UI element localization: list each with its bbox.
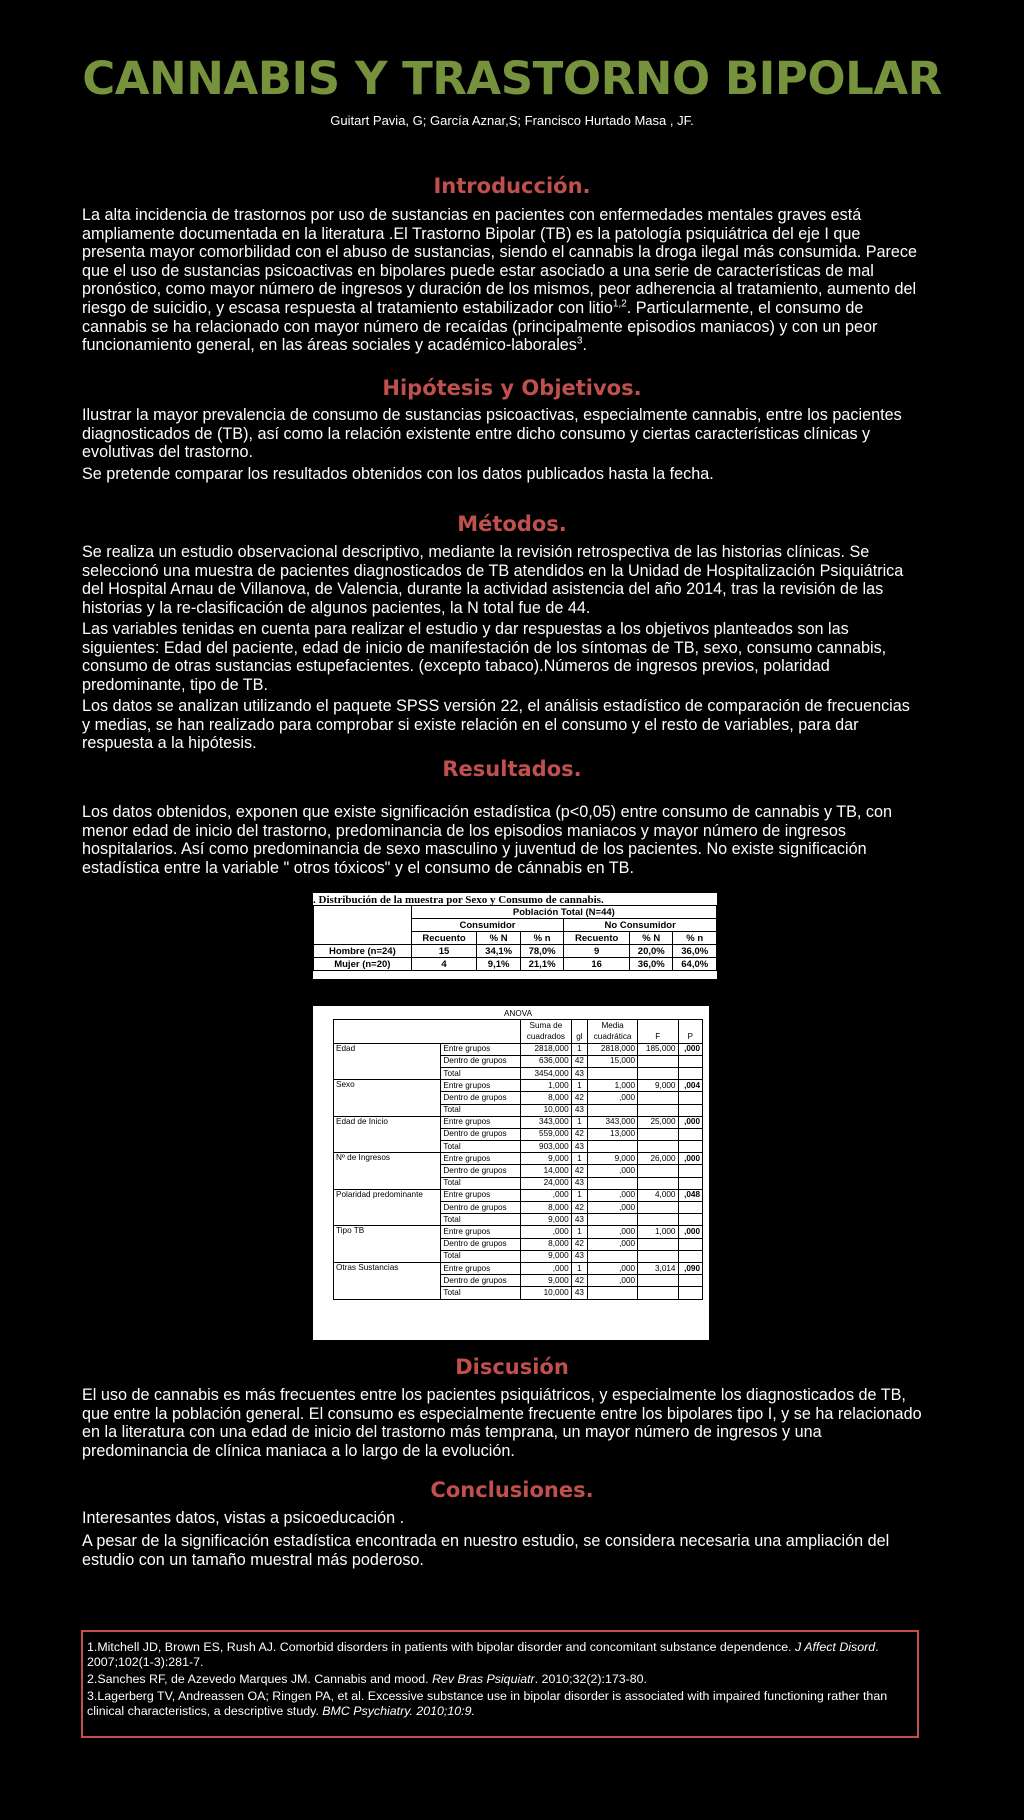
anova-mean-square bbox=[588, 1287, 638, 1299]
anova-p bbox=[678, 1128, 703, 1140]
metodos-paragraph-2: Las variables tenidas en cuenta para realizar el estudio y dar respuestas a los objetivos planteados son las siguientes: Edad del paciente, edad de inicio de manifestación de los síntomas de TB, sexo, consumo cannabis, consumo de otras sustancias estupefacientes. (excepto tabaco).Números de ingresos previos, polaridad predominante, tipo de TB. bbox=[82, 620, 887, 694]
anova-gl: 42 bbox=[571, 1092, 587, 1104]
table-cell: 21,1% bbox=[520, 958, 563, 971]
anova-sum-squares: 903,000 bbox=[521, 1141, 572, 1153]
references-box bbox=[81, 1630, 919, 1738]
anova-p bbox=[678, 1177, 703, 1189]
anova-gl: 1 bbox=[571, 1226, 587, 1238]
anova-row-label: Entre grupos bbox=[441, 1226, 521, 1238]
anova-f bbox=[638, 1165, 678, 1177]
anova-row bbox=[334, 1226, 703, 1238]
anova-gl: 42 bbox=[571, 1165, 587, 1177]
anova-p: ,000 bbox=[678, 1226, 703, 1238]
authors: Guitart Pavia, G; García Aznar,S; Francisco Hurtado Masa , JF. bbox=[330, 113, 694, 128]
anova-mean-square: 2818,000 bbox=[588, 1043, 638, 1055]
anova-sum-squares: 1,000 bbox=[521, 1080, 572, 1092]
anova-f: 185,000 bbox=[638, 1043, 678, 1055]
hipotesis-paragraph-1: Ilustrar la mayor prevalencia de consumo de sustancias psicoactivas, especialmente cannabis, entre los pacientes diagnosticados de (TB), así como la relación existente entre dicho consumo y ciertas características clínicas y evolutivas del trastorno. bbox=[82, 406, 902, 462]
table-subheader: % N bbox=[630, 932, 673, 945]
anova-mean-square: 13,000 bbox=[588, 1128, 638, 1140]
anova-row-label: Total bbox=[441, 1250, 521, 1262]
anova-sum-squares: 14,000 bbox=[521, 1165, 572, 1177]
section-title-hipotesis: Hipótesis y Objetivos. bbox=[382, 376, 642, 400]
table-cell: 16 bbox=[564, 958, 630, 971]
anova-mean-square: ,000 bbox=[588, 1189, 638, 1201]
anova-p bbox=[678, 1202, 703, 1214]
table-caption: . Distribución de la muestra por Sexo y Consumo de cannabis. bbox=[313, 894, 604, 906]
section-title-conclusiones: Conclusiones. bbox=[430, 1478, 594, 1502]
anova-f: 25,000 bbox=[638, 1116, 678, 1128]
anova-row bbox=[334, 1080, 703, 1092]
reference-item bbox=[87, 1640, 911, 1670]
anova-variable: Sexo bbox=[334, 1080, 441, 1117]
anova-row bbox=[334, 1189, 703, 1201]
table-row-label: Hombre (n=24) bbox=[314, 945, 412, 958]
table-cell: 9,1% bbox=[477, 958, 520, 971]
anova-gl: 42 bbox=[571, 1202, 587, 1214]
anova-mean-square: ,000 bbox=[588, 1092, 638, 1104]
anova-p bbox=[678, 1287, 703, 1299]
table-cell: 4 bbox=[411, 958, 477, 971]
intro-text-1: La alta incidencia de trastornos por uso de sustancias en pacientes con enfermedades mentales graves está ampliamente documentada en la literatura .El Trastorno Bipolar (TB) es la patología psiquiátrica del eje I que presenta mayor comorbilidad con el abuso de sustancias, siendo el cannabis la droga ilegal más consumida. Parece que el uso de sustancias psicoactivas en bipolares puede estar asociado a una serie de características de mal pronóstico, como mayor número de ingresos y duración de los mismos, peor adherencia al tratamiento, aumento del riesgo de suicidio, y escasa respuesta al tratamiento estabilizador con litio bbox=[82, 206, 918, 317]
anova-gl: 1 bbox=[571, 1043, 587, 1055]
anova-p bbox=[678, 1141, 703, 1153]
anova-f: 26,000 bbox=[638, 1153, 678, 1165]
table-anova-container bbox=[313, 1006, 709, 1340]
anova-row bbox=[334, 1116, 703, 1128]
anova-f: 4,000 bbox=[638, 1189, 678, 1201]
anova-p: ,000 bbox=[678, 1116, 703, 1128]
anova-p bbox=[678, 1104, 703, 1116]
anova-mean-square: 15,000 bbox=[588, 1055, 638, 1067]
anova-f bbox=[638, 1214, 678, 1226]
section-title-discusion: Discusión bbox=[455, 1355, 569, 1379]
anova-sum-squares: 24,000 bbox=[521, 1177, 572, 1189]
section-title-resultados: Resultados. bbox=[442, 757, 582, 781]
table-cell: 78,0% bbox=[520, 945, 563, 958]
anova-row-label: Dentro de grupos bbox=[441, 1238, 521, 1250]
anova-f bbox=[638, 1275, 678, 1287]
anova-p bbox=[678, 1055, 703, 1067]
anova-p bbox=[678, 1250, 703, 1262]
anova-title: ANOVA bbox=[334, 1008, 703, 1020]
discusion-paragraph: El uso de cannabis es más frecuentes entre los pacientes psiquiátricos, y especialmente los diagnosticados de TB, que entre la población general. El consumo es especialmente frecuente entre los bipolares tipo I, y se ha relacionado en la literatura con una edad de inicio del trastorno más temprana, un mayor número de ingresos y una predominancia de clínica maniaca a lo largo de la evolución. bbox=[82, 1386, 922, 1460]
metodos-paragraph-3: Los datos se analizan utilizando el paquete SPSS versión 22, el análisis estadístico de comparación de frecuencias y medias, se han realizado para comprobar si existe relación en el consumo y el resto de variables, para dar respuesta a la hipótesis. bbox=[82, 697, 910, 753]
anova-f: 9,000 bbox=[638, 1080, 678, 1092]
anova-row-label: Total bbox=[441, 1067, 521, 1079]
anova-row-label: Dentro de grupos bbox=[441, 1092, 521, 1104]
anova-sum-squares: 10,000 bbox=[521, 1287, 572, 1299]
anova-f bbox=[638, 1141, 678, 1153]
anova-mean-square bbox=[588, 1214, 638, 1226]
anova-row-label: Total bbox=[441, 1141, 521, 1153]
reference-journal: BMC Psychiatry. 2010;10:9. bbox=[322, 1704, 475, 1718]
anova-sum-squares: 8,000 bbox=[521, 1238, 572, 1250]
reference-journal: J Affect Disord bbox=[795, 1640, 876, 1654]
anova-mean-square bbox=[588, 1104, 638, 1116]
reference-item bbox=[87, 1689, 911, 1719]
table-subheader: Recuento bbox=[411, 932, 477, 945]
anova-row-label: Entre grupos bbox=[441, 1080, 521, 1092]
anova-sum-squares: ,000 bbox=[521, 1262, 572, 1274]
table-cell: 15 bbox=[411, 945, 477, 958]
table-anova bbox=[333, 1008, 703, 1300]
anova-row-label: Entre grupos bbox=[441, 1153, 521, 1165]
anova-p bbox=[678, 1092, 703, 1104]
anova-mean-square: ,000 bbox=[588, 1202, 638, 1214]
anova-mean-square bbox=[588, 1067, 638, 1079]
metodos-paragraph-1: Se realiza un estudio observacional descriptivo, mediante la revisión retrospectiva de las historias clínicas. Se seleccionó una muestra de pacientes diagnosticados de TB atendidos en la Unidad de Hospitalización Psiquiátrica del Hospital Arnau de Villanova, de Valencia, durante la actividad asistencia del año 2014, tras la revisión de las historias y la re-clasificación de algunos pacientes, la N total fue de 44. bbox=[82, 543, 904, 617]
anova-f bbox=[638, 1287, 678, 1299]
table-subheader: % N bbox=[477, 932, 520, 945]
anova-row-label: Total bbox=[441, 1177, 521, 1189]
anova-header-f: F bbox=[638, 1031, 678, 1043]
intro-sup-2: 3 bbox=[576, 335, 583, 347]
anova-gl: 43 bbox=[571, 1104, 587, 1116]
reference-end: . 2007;102(1-3):281-7. bbox=[87, 1640, 879, 1669]
intro-text-1-end: . bbox=[626, 298, 632, 317]
anova-f bbox=[638, 1238, 678, 1250]
anova-row-label: Dentro de grupos bbox=[441, 1128, 521, 1140]
anova-gl: 1 bbox=[571, 1080, 587, 1092]
anova-gl: 42 bbox=[571, 1055, 587, 1067]
poster-title: CANNABIS Y TRASTORNO BIPOLAR bbox=[82, 52, 942, 105]
reference-text: 1.Mitchell JD, Brown ES, Rush AJ. Comorbid disorders in patients with bipolar disorder and concomitant substance dependence. bbox=[87, 1640, 796, 1654]
anova-gl: 43 bbox=[571, 1214, 587, 1226]
anova-mean-square: ,000 bbox=[588, 1226, 638, 1238]
anova-sum-squares: 2818,000 bbox=[521, 1043, 572, 1055]
anova-row-label: Dentro de grupos bbox=[441, 1165, 521, 1177]
anova-p bbox=[678, 1238, 703, 1250]
conclusiones-paragraph-1: Interesantes datos, vistas a psicoeducación . bbox=[82, 1509, 405, 1527]
anova-row-label: Total bbox=[441, 1104, 521, 1116]
anova-row bbox=[334, 1043, 703, 1055]
anova-gl: 43 bbox=[571, 1177, 587, 1189]
anova-header-suma: Suma de bbox=[521, 1020, 572, 1032]
anova-variable: Edad de Inicio bbox=[334, 1116, 441, 1153]
resultados-paragraph: Los datos obtenidos, exponen que existe significación estadística (p<0,05) entre consumo de cannabis y TB, con menor edad de inicio del trastorno, predominancia de los episodios maniacos y mayor número de ingresos hospitalarios. Así como predominancia de sexo masculino y juventud de los pacientes. No existe significación estadística entre la variable " otros tóxicos" y el consumo de cánnabis en TB. bbox=[82, 803, 893, 877]
reference-journal: Rev Bras Psiquiatr bbox=[432, 1672, 535, 1686]
anova-row-label: Dentro de grupos bbox=[441, 1202, 521, 1214]
anova-p: ,048 bbox=[678, 1189, 703, 1201]
anova-f bbox=[638, 1055, 678, 1067]
anova-mean-square: ,000 bbox=[588, 1262, 638, 1274]
anova-f bbox=[638, 1092, 678, 1104]
anova-sum-squares: 3454,000 bbox=[521, 1067, 572, 1079]
section-title-metodos: Métodos. bbox=[457, 512, 567, 536]
anova-gl: 42 bbox=[571, 1238, 587, 1250]
anova-sum-squares: ,000 bbox=[521, 1226, 572, 1238]
anova-mean-square bbox=[588, 1250, 638, 1262]
anova-mean-square: ,000 bbox=[588, 1275, 638, 1287]
anova-p bbox=[678, 1165, 703, 1177]
conclusiones-paragraph-2: A pesar de la significación estadística encontrada en nuestro estudio, se considera necesaria una ampliación del estudio con un tamaño muestral más poderoso. bbox=[82, 1532, 890, 1569]
anova-p: ,090 bbox=[678, 1262, 703, 1274]
anova-variable: Edad bbox=[334, 1043, 441, 1080]
anova-row bbox=[334, 1153, 703, 1165]
intro-text-2-end: . bbox=[582, 336, 587, 355]
anova-mean-square: 9,000 bbox=[588, 1153, 638, 1165]
anova-sum-squares: 559,000 bbox=[521, 1128, 572, 1140]
anova-p bbox=[678, 1214, 703, 1226]
anova-f bbox=[638, 1250, 678, 1262]
anova-header-p: P bbox=[678, 1031, 703, 1043]
table-cell: 36,0% bbox=[630, 958, 673, 971]
anova-sum-squares: 9,000 bbox=[521, 1214, 572, 1226]
anova-p: ,004 bbox=[678, 1080, 703, 1092]
intro-text-2: Particularmente, el consumo de cannabis se ha relacionado con mayor número de recaídas (principalmente episodios maniacos) y con un peor funcionamiento general, en las áreas sociales y académico-laborales bbox=[82, 298, 878, 355]
intro-sup-1: 1,2 bbox=[612, 298, 627, 310]
anova-f bbox=[638, 1104, 678, 1116]
table-empty-corner bbox=[314, 906, 412, 945]
anova-mean-square bbox=[588, 1177, 638, 1189]
reference-text: 2.Sanches RF, de Azevedo Marques JM. Cannabis and mood. bbox=[87, 1672, 433, 1686]
table-subheader: Recuento bbox=[564, 932, 630, 945]
reference-end: . 2010;32(2):173-80. bbox=[534, 1672, 647, 1686]
hipotesis-paragraph-2: Se pretende comparar los resultados obtenidos con los datos publicados hasta la fecha. bbox=[82, 465, 714, 483]
table-subheader: % n bbox=[520, 932, 563, 945]
table-cell: 36,0% bbox=[673, 945, 717, 958]
anova-row-label: Total bbox=[441, 1214, 521, 1226]
anova-row-label: Total bbox=[441, 1287, 521, 1299]
table-header-consumidor: Consumidor bbox=[411, 919, 564, 932]
anova-gl: 43 bbox=[571, 1141, 587, 1153]
anova-variable: Otras Sustancias bbox=[334, 1262, 441, 1299]
anova-mean-square: 1,000 bbox=[588, 1080, 638, 1092]
anova-p: ,000 bbox=[678, 1043, 703, 1055]
anova-gl: 42 bbox=[571, 1275, 587, 1287]
anova-p bbox=[678, 1275, 703, 1287]
anova-gl: 1 bbox=[571, 1262, 587, 1274]
anova-row bbox=[334, 1262, 703, 1274]
anova-gl: 43 bbox=[571, 1250, 587, 1262]
section-title-introduccion: Introducción. bbox=[433, 174, 591, 198]
anova-f bbox=[638, 1128, 678, 1140]
table-subheader: % n bbox=[673, 932, 717, 945]
anova-f: 1,000 bbox=[638, 1226, 678, 1238]
anova-row-label: Dentro de grupos bbox=[441, 1055, 521, 1067]
anova-header-empty bbox=[334, 1020, 521, 1043]
anova-f bbox=[638, 1202, 678, 1214]
anova-sum-squares: 8,000 bbox=[521, 1202, 572, 1214]
anova-gl: 1 bbox=[571, 1153, 587, 1165]
anova-p: ,000 bbox=[678, 1153, 703, 1165]
reference-item bbox=[87, 1672, 911, 1687]
table-row-label: Mujer (n=20) bbox=[314, 958, 412, 971]
table-cell: 64,0% bbox=[673, 958, 717, 971]
table-distribution bbox=[313, 905, 717, 971]
anova-gl: 1 bbox=[571, 1189, 587, 1201]
anova-mean-square bbox=[588, 1141, 638, 1153]
anova-p bbox=[678, 1067, 703, 1079]
anova-sum-squares: 9,000 bbox=[521, 1250, 572, 1262]
anova-variable: Nº de Ingresos bbox=[334, 1153, 441, 1190]
anova-row-label: Entre grupos bbox=[441, 1189, 521, 1201]
anova-row-label: Dentro de grupos bbox=[441, 1275, 521, 1287]
table-row bbox=[314, 958, 717, 971]
anova-header-gl: gl bbox=[571, 1031, 587, 1043]
anova-gl: 43 bbox=[571, 1067, 587, 1079]
anova-header-cuadrados: cuadrados bbox=[521, 1031, 572, 1043]
anova-row-label: Entre grupos bbox=[441, 1262, 521, 1274]
table-cell: 9 bbox=[564, 945, 630, 958]
intro-paragraph bbox=[82, 206, 922, 355]
anova-variable: Polaridad predominante bbox=[334, 1189, 441, 1226]
table-cell: 20,0% bbox=[630, 945, 673, 958]
anova-f bbox=[638, 1177, 678, 1189]
anova-f: 3,014 bbox=[638, 1262, 678, 1274]
anova-mean-square: 343,000 bbox=[588, 1116, 638, 1128]
anova-row-label: Entre grupos bbox=[441, 1116, 521, 1128]
anova-sum-squares: 343,000 bbox=[521, 1116, 572, 1128]
anova-gl: 42 bbox=[571, 1128, 587, 1140]
anova-sum-squares: 9,000 bbox=[521, 1275, 572, 1287]
table-header-no-consumidor: No Consumidor bbox=[564, 919, 717, 932]
anova-sum-squares: 8,000 bbox=[521, 1092, 572, 1104]
table-header-poblacion: Población Total (N=44) bbox=[411, 906, 716, 919]
anova-row-label: Entre grupos bbox=[441, 1043, 521, 1055]
anova-header-media: Media bbox=[588, 1020, 638, 1032]
reference-text: 3.Lagerberg TV, Andreassen OA; Ringen PA, et al. Excessive substance use in bipolar disorder is associated with impaired functioning rather than clinical characteristics, a descriptive study. bbox=[87, 1689, 888, 1718]
anova-header-cuadratica: cuadrática bbox=[588, 1031, 638, 1043]
anova-gl: 1 bbox=[571, 1116, 587, 1128]
anova-sum-squares: 9,000 bbox=[521, 1153, 572, 1165]
anova-sum-squares: 636,000 bbox=[521, 1055, 572, 1067]
anova-variable: Tipo TB bbox=[334, 1226, 441, 1263]
anova-sum-squares: 10,000 bbox=[521, 1104, 572, 1116]
anova-gl: 43 bbox=[571, 1287, 587, 1299]
table-row bbox=[314, 945, 717, 958]
table-sexo-consumo bbox=[313, 893, 717, 979]
table-cell: 34,1% bbox=[477, 945, 520, 958]
anova-mean-square: ,000 bbox=[588, 1238, 638, 1250]
anova-sum-squares: ,000 bbox=[521, 1189, 572, 1201]
anova-mean-square: ,000 bbox=[588, 1165, 638, 1177]
anova-f bbox=[638, 1067, 678, 1079]
